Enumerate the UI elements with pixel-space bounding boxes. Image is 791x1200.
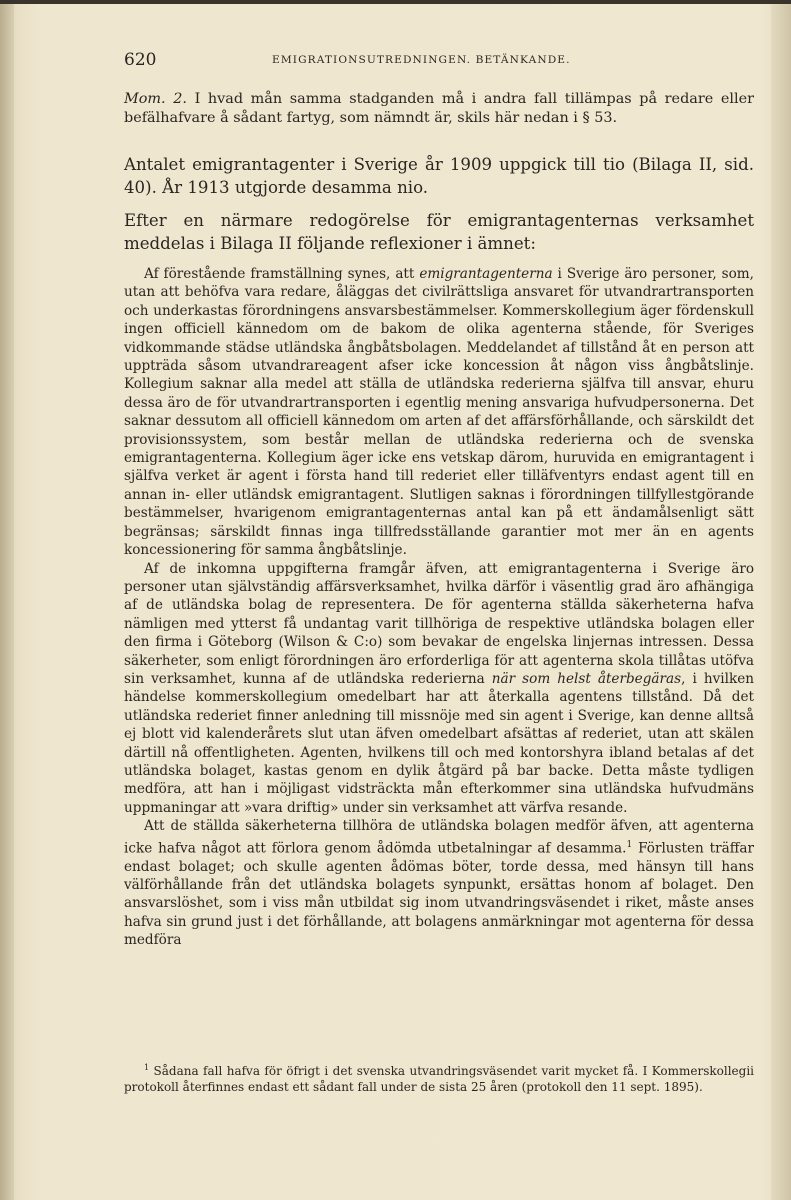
intro-text: Efter en närmare redogörelse för emigrantagenternas verksamhet meddelas i Bilaga II följande reflexioner i ämnet: xyxy=(124,211,754,253)
mom-paragraph xyxy=(124,90,754,127)
quote2-italic: när som helst återbegäras xyxy=(491,670,682,687)
quote1-italic: emigrantagenterna xyxy=(419,266,553,282)
quote-paragraph-1 xyxy=(124,265,754,560)
quote1-text-a: Af förestående framställning synes, att xyxy=(144,266,420,282)
quoted-reflections xyxy=(124,265,754,950)
footnote xyxy=(124,1060,754,1095)
footnote-mark: 1 xyxy=(144,1063,150,1072)
quote3-text-a: Att de ställda säkerheterna tillhöra de utländska bolagen medför äfven, att agenterna icke hafva något att förlora genom ådömda utbetalningar af desamma. xyxy=(124,818,754,857)
running-head: EMIGRATIONSUTREDNINGEN. BETÄNKANDE. xyxy=(272,54,571,66)
agent-count-text: Antalet emigrantagenter i Sverige år 1909 uppgick till tio (Bilaga II, sid. 40). År 1913 utgjorde desamma nio. xyxy=(124,155,754,197)
quote1-text-c: i Sverige äro personer, som, utan att behöfva vara redare, åläggas det civilrättsliga ansvaret för utvandrartransporten och underkastas förordningens ansvarsbestämmelser. Kommerskollegium äger fördenskull ingen officiell kännedom om de bakom de olika agenterna stående, för Sveriges vidkommande städse utländska ångbåtsbolagen. Meddelandet af tillstånd åt en person att uppträda såsom utvandrareagent afser icke koncession åt någon viss ångbåtslinje. Kollegium saknar alla medel att ställa de utländska rederierna själfva till ansvar, ehuru dessa äro de för utvandrartransporten i egentlig mening ansvariga hufvudpersonerna. Det saknar dessutom all officiell kännedom om arten af det affärsförhållande, och särskildt det provisionssystem, som består mellan de utländska rederierna och de svenska emigrantagenterna. Kollegium äger icke ens vetskap därom, huruvida en emigrantagent i själfva verket är agent i första hand till rederiet eller tilläfventyrs endast agent till en annan in- eller utländsk emigrantagent. Slutligen saknas i förordningen tillfyllestgörande bestämmelser, hvarigenom emigrantagenternas antal kan på ett ändamålsenligt sätt begränsas; särskildt finnas inga tillfredsställande garantier mot mer än en agents koncessionering för samma ångbåtslinje. xyxy=(124,266,754,559)
footnote-text: Sådana fall hafva för öfrigt i det svenska utvandringsväsendet varit mycket få. I Kommerskollegii protokoll återfinnes endast ett sådant fall under de sista 25 åren (protokoll den 11 sept. 1895). xyxy=(124,1064,754,1095)
quote3-text-c: Förlusten träffar endast bolaget; och skulle agenten ådömas böter, torde dessa, med hänsyn till hans välförhållande från det utländska bolagets synpunkt, ersättas honom af bolaget. Den ansvarslöshet, som i viss mån utbildat sig inom utvandringsväsendet i riket, måste anses hafva sin grund just i det förhållande, att bolagens anmärkningar mot agenterna för dessa medföra xyxy=(124,840,754,949)
quote2-text-c: , i hvilken händelse kommerskollegium omedelbart har att återkalla agentens tillstånd. Då det utländska rederiet finner anledning till missnöje med sin agent i Sverige, kan denne alltså ej blott vid kalenderårets slut utan äfven omedelbart afsättas af rederiet, utan att skälen därtill nå offentligheten. Agenten, hvilkens till och med kontorshyra ibland betalas af det utländska bolaget, kastas genom en dylik åtgärd på bar backe. Detta måste tydligen medföra, att han i möjligast vidsträckta mån efterkommer sina utländska hufvudmäns uppmaningar att »vara driftig» under sin verksamhet att värfva resande. xyxy=(124,670,755,816)
quote2-text-a: Af de inkomna uppgifterna framgår äfven, att emigrantagenterna i Sverige äro personer utan självständig affärsverksamhet, hvilka därför i väsentlig grad äro afhängiga af de utländska bolag de representera. De för agenterna ställda säkerheterna hafva nämligen med ytterst få undantag varit tillhöriga de respektive utländska bolagen eller den firma i Göteborg (Wilson & C:o) som bevakar de engelska linjernas intressen. Dessa säkerheter, som enligt förordningen äro erforderliga för att agenterna skola tillåtas utöfva sin verksamhet, kunna af de utländska rederierna xyxy=(124,560,754,687)
intro-paragraph xyxy=(124,210,754,255)
mom-text: I hvad mån samma stadganden må i andra fall tillämpas på redare eller befälhafvare å sådant fartyg, som nämndt är, skils här nedan i § 53. xyxy=(124,91,754,126)
footnote-reference: 1 xyxy=(626,839,633,850)
page-number: 620 xyxy=(124,50,157,70)
page-binding-edge xyxy=(0,0,14,1200)
page-right-edge xyxy=(771,0,791,1200)
quote-paragraph-3 xyxy=(124,817,754,949)
agent-count-paragraph xyxy=(124,154,754,199)
page-top-border xyxy=(0,0,791,4)
quote-paragraph-2 xyxy=(124,560,754,818)
mom-label: Mom. 2. xyxy=(124,91,187,107)
page-header xyxy=(124,50,754,72)
